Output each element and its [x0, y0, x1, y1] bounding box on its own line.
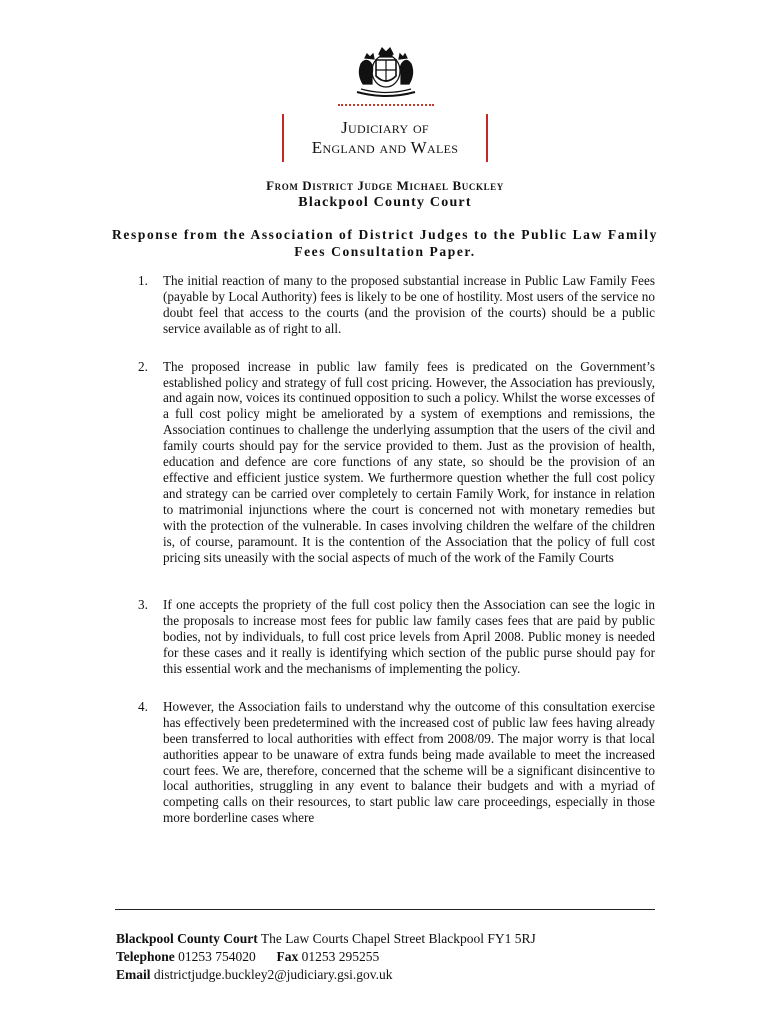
- footer-email-line: [116, 966, 676, 984]
- footer-divider: [115, 909, 655, 910]
- footer-address-line: [116, 930, 676, 948]
- telephone-number: 01253 754020: [178, 949, 256, 964]
- numbered-paragraphs: [0, 270, 655, 826]
- judiciary-logo-block: [282, 114, 488, 162]
- royal-coat-of-arms-icon: [343, 44, 429, 100]
- footer-phone-line: [116, 948, 676, 966]
- fax-number: 01253 295255: [301, 949, 380, 964]
- paragraph-text: The proposed increase in public law family fees is predicated on the Government’s established policy and strategy of full cost pricing. However, the Association has previously, and again now, voices its continued opposition to such a policy. Whilst the worse excesses of a full cost policy might be ameliorated by a system of exemptions and remissions, the Association continues to challenge the underlying assumption that the users of the civil and family courts should pay for the service provided to them. Just as the provision of health, education and defence are core functions of any state, so should be the provision of an effective and efficient justice system. We furthermore question whether the full cost policy and strategy can be carried over completely to certain Family Work, for instance in relation to matrimonial injunctions where the court is concerned not with monetary remedies but with the protection of the vulnerable. In cases involving children the welfare of the children is, of course, paramount. It is the contention of the Association that the policy of full cost pricing sits uneasily with the social aspects of much of the work of the Family Courts: [163, 358, 655, 565]
- footer-address: The Law Courts Chapel Street Blackpool FY1 5RJ: [260, 931, 536, 946]
- court-line: Blackpool County Court: [298, 195, 472, 210]
- paragraph-text: However, the Association fails to understand why the outcome of this consultation exercise has effectively been predetermined with the increased cost of public law fees having already been transferred to local authorities with effect from 2008/09. The major worry is that local authorities appear to be unaware of extra funds being made available to meet the increased court fees. We are, therefore, concerned that the scheme will be a significant disincentive to local authorities, struggling in any event to balance their budgets and with a myriad of competing calls on their resources, to start public law care proceedings, especially in those more borderline cases where: [163, 698, 655, 826]
- paragraph-text: If one accepts the propriety of the full cost policy then the Association can see the logic in the proposals to increase most fees for public law family cases fees that are paid by public bodies, not by individuals, to full cost price levels from April 2008. Public money is needed for these cases and it really is identifying which section of the public purse should pay for this essential work and the mechanisms of implementing the policy.: [163, 597, 655, 677]
- paragraph-number: 3.: [138, 597, 148, 613]
- paragraph-item: [138, 698, 655, 826]
- footer-court-name: Blackpool County Court: [116, 931, 258, 946]
- email-label: Email: [116, 967, 151, 982]
- telephone-label: Telephone: [116, 949, 175, 964]
- paragraph-number: 4.: [138, 698, 148, 714]
- paragraph-item: [138, 358, 655, 566]
- decorative-dotted-rule: [338, 104, 434, 110]
- paragraph-number: 1.: [138, 273, 148, 288]
- paragraph-item: [138, 273, 655, 337]
- from-line: From District Judge Michael Buckley: [266, 178, 504, 193]
- judiciary-title-line2: England and Wales: [311, 138, 459, 157]
- email-address[interactable]: districtjudge.buckley2@judiciary.gsi.gov.uk: [153, 967, 393, 982]
- fax-label: Fax: [276, 949, 299, 964]
- paragraph-text: The initial reaction of many to the proposed substantial increase in Public Law Family Fees (payable by Local Authority) fees is likely to be one of hostility. Most users of the service no doubt feel that access to the courts (and the provision of the courts) should be a public service available as of right to all.: [163, 273, 655, 336]
- judiciary-title: [284, 118, 486, 158]
- paragraph-text-clip: [163, 699, 655, 826]
- paragraph-number: 2.: [138, 358, 148, 374]
- judiciary-title-line1: Judiciary of: [341, 118, 429, 137]
- footer-contact: [116, 930, 676, 984]
- paragraph-item: [138, 597, 655, 677]
- logo-right-red-rule: [486, 114, 488, 162]
- document-title: Response from the Association of District Judges to the Public Law Family Fees Consultation Paper.: [112, 227, 658, 259]
